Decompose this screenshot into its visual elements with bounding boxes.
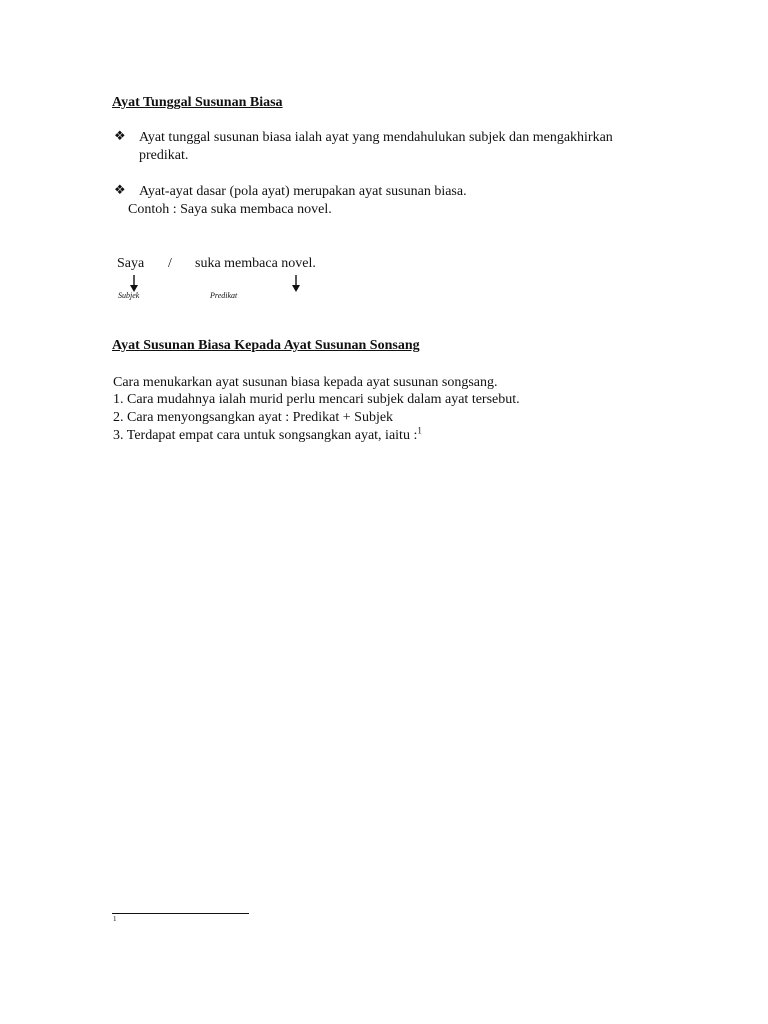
bullet-1-line-1: Ayat tunggal susunan biasa ialah ayat yang mendahulukan subjek dan mengakhirkan (139, 130, 613, 145)
footnote-reference[interactable]: 1 (417, 425, 422, 436)
list-item-1: 1. Cara mudahnya ialah murid perlu mencari subjek dalam ayat tersebut. (113, 392, 520, 407)
list-item-3 (113, 427, 422, 445)
diagram-predicate: suka membaca novel. (195, 256, 316, 271)
diagram-subject-label: Subjek (118, 291, 140, 300)
diagram-predicate-label: Predikat (210, 291, 238, 300)
footnote-marker: 1 (113, 915, 117, 923)
down-arrow-icon (291, 275, 301, 293)
diamond-bullet-icon: ❖ (114, 129, 126, 144)
bullet-2-line-1: Ayat-ayat dasar (pola ayat) merupakan ayat susunan biasa. (139, 184, 467, 199)
bullet-1-line-2: predikat. (139, 148, 189, 163)
section-heading-susunan-sonsang: Ayat Susunan Biasa Kepada Ayat Susunan Sonsang (112, 338, 420, 353)
diagram-subject: Saya (117, 256, 145, 271)
section-heading-ayat-tunggal: Ayat Tunggal Susunan Biasa (112, 95, 283, 110)
list-item-2: 2. Cara menyongsangkan ayat : Predikat + Subjek (113, 410, 394, 425)
section-2-intro: Cara menukarkan ayat susunan biasa kepada ayat susunan songsang. (113, 375, 498, 390)
example-sentence: Contoh : Saya suka membaca novel. (128, 202, 332, 217)
list-item-3-text: 3. Terdapat empat cara untuk songsangkan ayat, iaitu : (113, 428, 418, 443)
diamond-bullet-icon: ❖ (114, 183, 126, 198)
footnote-separator (112, 913, 249, 914)
diagram-separator: / (168, 256, 172, 271)
